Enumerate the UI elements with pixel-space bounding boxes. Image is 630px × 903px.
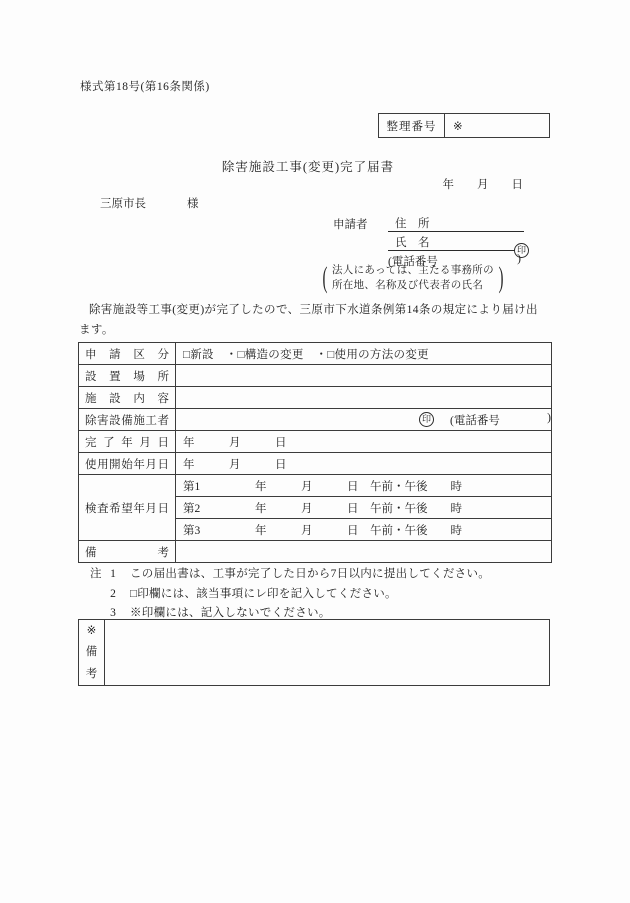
facility-value xyxy=(176,387,552,409)
body-line2: ます。 xyxy=(79,324,114,336)
corporate-note-text xyxy=(332,263,494,293)
close-bracket-icon: ) xyxy=(498,261,504,294)
corporate-note xyxy=(320,263,506,293)
body-paragraph xyxy=(79,300,555,340)
note-item-1 xyxy=(78,565,554,585)
inspection-date-label: 検査希望年月日 xyxy=(79,475,176,541)
inspection-choice-3 xyxy=(176,519,552,541)
note-item-2 xyxy=(78,585,554,605)
addressee-row xyxy=(100,195,199,211)
notes-section xyxy=(78,565,554,624)
note-text-1: この届出書は、工事が完了した日から7日以内に提出してください。 xyxy=(130,568,491,580)
contractor-label: 除害設備施工者 xyxy=(79,409,176,431)
note-text-2: □印欄には、該当事項にレ印を記入してください。 xyxy=(130,587,397,600)
reference-number-label: 整理番号 xyxy=(379,114,445,137)
inspection-value-3: 年 月 日 午前・午後 時 xyxy=(255,524,462,537)
usage-start-date-value: 年 月 日 xyxy=(176,453,552,475)
table-row-usage-start-date xyxy=(79,453,552,475)
category-label: 申請区分 xyxy=(79,343,176,365)
contractor-value xyxy=(176,409,552,431)
table-row-inspection-1 xyxy=(79,475,552,497)
note-number-1: 1 xyxy=(110,568,116,580)
date-line: 年 月 日 xyxy=(442,179,523,191)
completion-date-value: 年 月 日 xyxy=(176,431,552,453)
applicant-phone-close: ) xyxy=(517,253,521,265)
inspection-no-3: 第3 xyxy=(183,524,201,537)
application-table xyxy=(78,342,552,563)
category-options: □新設 ・□構造の変更 ・□使用の方法の変更 xyxy=(176,343,552,365)
usage-start-date-label: 使用開始年月日 xyxy=(79,453,176,475)
note-number-3: 3 xyxy=(110,607,116,619)
addressee-name: 三原市長 xyxy=(100,198,146,210)
reference-number-value: ※ xyxy=(453,120,463,133)
inspection-no-2: 第2 xyxy=(183,502,201,515)
note-heading: 注 xyxy=(90,568,102,580)
office-remarks-char-1: ※ xyxy=(86,625,97,637)
completion-date-label: 完了年月日 xyxy=(79,431,176,453)
note-number-2: 2 xyxy=(110,587,116,600)
office-remarks-char-3: 考 xyxy=(85,668,98,680)
applicant-address-line xyxy=(388,215,524,232)
location-value xyxy=(176,365,552,387)
body-line1: 除害施設等工事(変更)が完了したので、三原市下水道条例第14条の規定により届け出 xyxy=(89,304,538,316)
inspection-value-2: 年 月 日 午前・午後 時 xyxy=(255,502,462,515)
inspection-choice-2 xyxy=(176,497,552,519)
corporate-note-line1: 法人にあっては、主たる事務所の xyxy=(332,265,494,276)
office-remarks-box xyxy=(78,619,550,686)
inspection-no-1: 第1 xyxy=(183,480,201,493)
applicant-address-label: 住 所 xyxy=(395,218,430,230)
page-title: 除害施設工事(変更)完了届書 xyxy=(221,160,395,174)
applicant-name-label: 氏 名 xyxy=(395,237,430,249)
office-remarks-label xyxy=(79,620,105,685)
corporate-note-line2: 所在地、名称及び代表者の氏名 xyxy=(332,280,484,291)
inspection-value-1: 年 月 日 午前・午後 時 xyxy=(255,480,462,493)
addressee-honorific: 様 xyxy=(187,198,199,210)
contractor-seal-icon: 印 xyxy=(419,412,434,427)
inspection-choice-1 xyxy=(176,475,552,497)
open-bracket-icon: ( xyxy=(322,261,328,294)
note-text-3: ※印欄には、記入しないでください。 xyxy=(130,607,331,619)
remarks-value xyxy=(176,541,552,563)
remarks-label: 備考 xyxy=(79,541,176,563)
applicant-name-line xyxy=(388,234,526,255)
table-row-facility xyxy=(79,387,552,409)
contractor-phone-close: ) xyxy=(547,411,551,424)
applicant-phone-label: (電話番号 xyxy=(388,256,438,268)
note-heading-spacer xyxy=(90,585,104,605)
table-row-completion-date xyxy=(79,431,552,453)
office-remarks-content xyxy=(105,620,549,685)
applicant-label: 申請者 xyxy=(333,219,368,231)
table-row-remarks xyxy=(79,541,552,563)
facility-label: 施設内容 xyxy=(79,387,176,409)
table-row-contractor xyxy=(79,409,552,431)
contractor-phone-label: (電話番号 xyxy=(450,414,500,427)
table-row-category xyxy=(79,343,552,365)
location-label: 設置場所 xyxy=(79,365,176,387)
office-remarks-char-2: 備 xyxy=(85,646,98,658)
table-row-location xyxy=(79,365,552,387)
applicant-seal-icon: 印 xyxy=(514,243,529,258)
reference-number-box xyxy=(378,113,550,138)
form-number: 様式第18号(第16条関係) xyxy=(80,81,210,93)
